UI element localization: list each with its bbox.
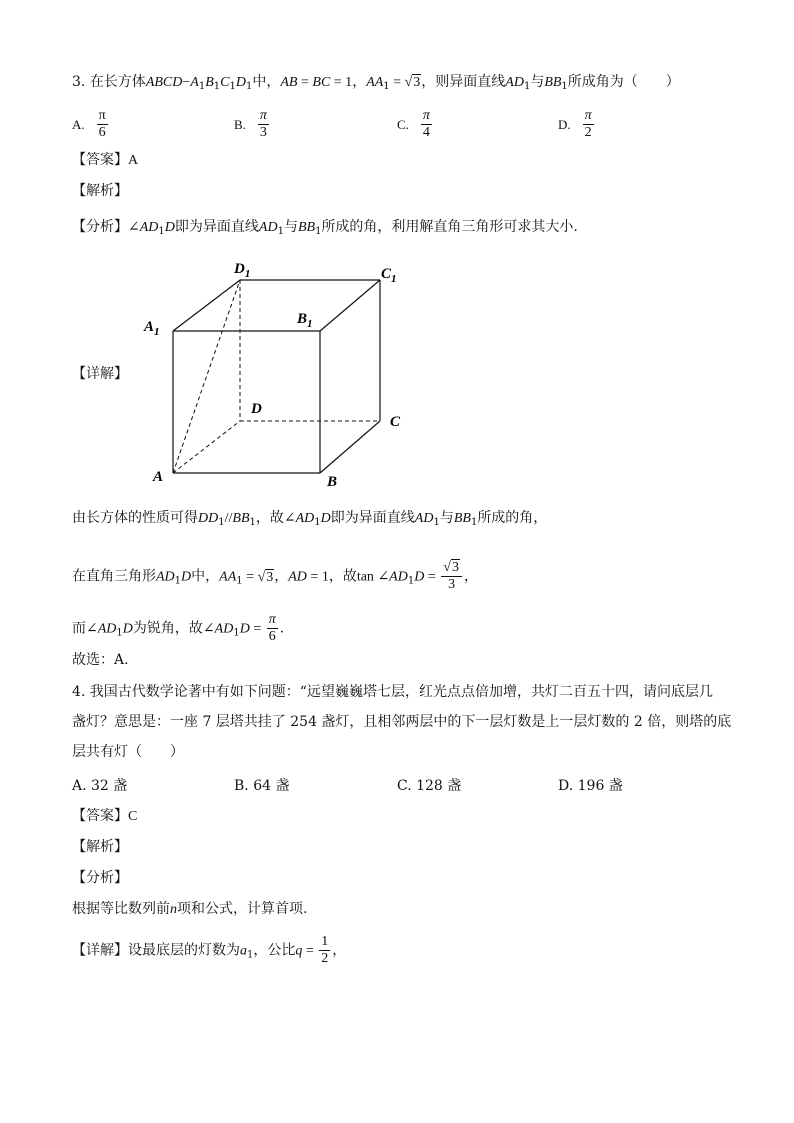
edge-cb <box>320 421 380 473</box>
q4-option-d: D. 196 盏 <box>558 778 623 794</box>
q4-answer: 【答案】C <box>72 808 138 824</box>
q3-text: 在长方体 <box>89 74 146 90</box>
edge-c1b1 <box>320 280 380 331</box>
q4-detail: 【详解】设最底层的灯数为$a_1$，公比q = $\frac{1}{2}$ ， <box>72 934 347 966</box>
q3-fenxi: 【分析】$\angle AD_1D$即为异面直线$AD_1$与$BB_1$所成的角，利用解直角三角形可求其大小. <box>72 219 578 237</box>
label-d: D <box>251 401 262 417</box>
q3-option-c: C. $\frac{\pi}{4}$ <box>397 108 430 140</box>
q3-answer: 【答案】A <box>72 152 139 168</box>
q3-option-d: D. $\frac{\pi}{2}$ <box>558 108 592 140</box>
q4-option-a: A. 32 盏 <box>72 778 128 794</box>
q3-option-b: B. $\frac{\pi}{3}$ <box>234 108 267 140</box>
q4-option-c: C. 128 盏 <box>397 778 462 794</box>
label-c: C <box>390 414 401 430</box>
q4-stem-line-3: 层共有灯（ ） <box>72 744 184 760</box>
q3-detail-label: 【详解】 <box>72 366 128 382</box>
answer-label: 【答案】 <box>72 152 128 168</box>
q4-fenxi-label: 【分析】 <box>72 870 128 886</box>
label-b: B <box>327 474 338 490</box>
q3-number: 3. <box>72 74 86 90</box>
q3-stem: 3. 在长方体$ABCD-A_1B_1C_1D_1$中，AB = BC = 1，$AA_1 = √3$，则异面直线$AD_1$与$BB_1$所成角为（ ） <box>72 74 680 92</box>
q4-analysis-label: 【解析】 <box>72 839 128 855</box>
q3-solution-step-1: 由长方体的性质可得$DD_1//BB_1$，故$\angle AD_1D$即为异面直线$AD_1$与$BB_1$所成的角， <box>72 510 548 528</box>
q3-solution-step-3: 而$\angle AD_1D$为锐角，故$\angle AD_1D$ = $\frac{\pi}{6}$ . <box>72 612 285 644</box>
q4-fenxi: 根据等比数列前n项和公式，计算首项. <box>72 901 308 917</box>
label-d1: $D_1$ <box>234 261 251 280</box>
edge-a1d1 <box>173 280 240 331</box>
label-c1: $C_1$ <box>381 266 397 285</box>
diagonal-ad1 <box>173 280 240 473</box>
q4-option-b: B. 64 盏 <box>234 778 290 794</box>
hidden-edge-ad <box>173 421 240 473</box>
q3-solution-step-2: 在直角三角形$AD_1D$中，$AA_1 = √3$，AD = 1，故$\tan \angle AD_1D$ = $\frac{√3}{3}$ ， <box>72 560 478 592</box>
cuboid-figure <box>140 255 410 495</box>
q3-option-a: A. $\frac{\pi}{6}$ <box>72 108 106 140</box>
label-b1: $B_1$ <box>297 311 313 330</box>
q3-analysis-label: 【解析】 <box>72 183 128 199</box>
math-box: ABCD <box>145 75 183 90</box>
q4-stem-line-1: 4. 我国古代数学论著中有如下问题：“远望巍巍塔七层，红光点点倍加增，共灯二百五十四，请问底层几 <box>72 684 713 700</box>
label-a1: $A_1$ <box>144 319 160 338</box>
q3-conclusion: 故选：A. <box>72 652 129 668</box>
q4-stem-line-2: 盏灯？意思是：一座 7 层塔共挂了 254 盏灯，且相邻两层中的下一层灯数是上一层灯数的 2 倍，则塔的底 <box>72 714 732 730</box>
label-a: A <box>153 469 164 485</box>
